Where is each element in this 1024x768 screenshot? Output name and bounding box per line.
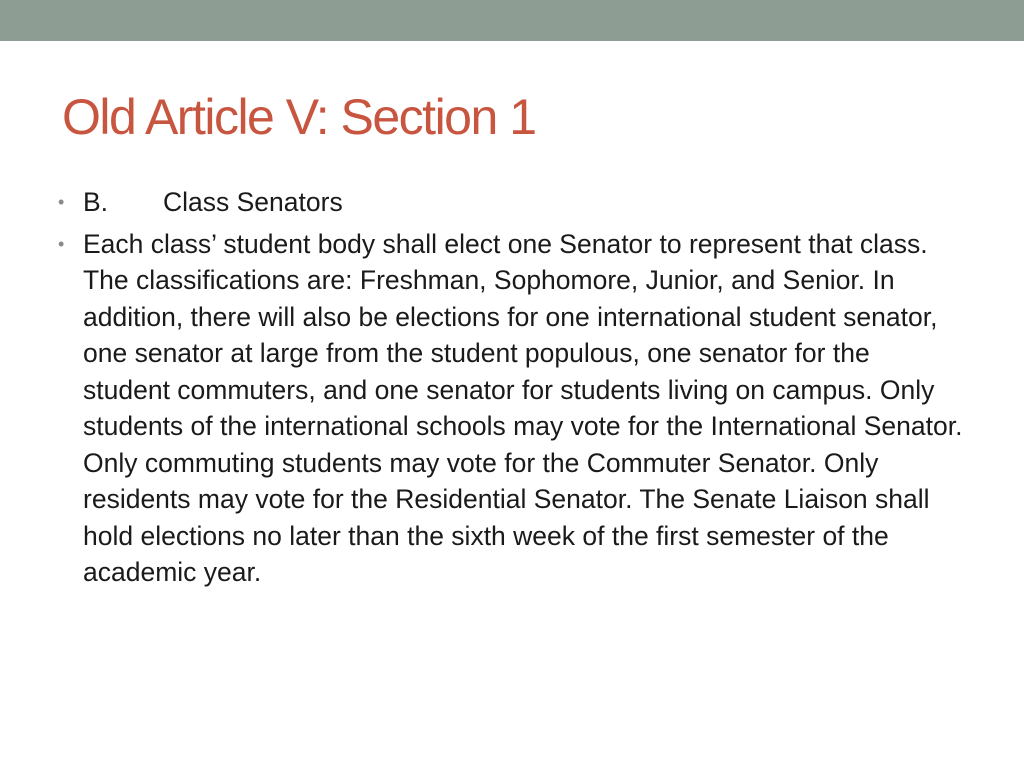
bullet-icon: •: [58, 192, 65, 212]
bullet-body-text: Each class’ student body shall elect one Senator to represent that class. The classifications are: Freshman, Sophomore, Junior, and Senior. In addition, there will also be elections for one international student senator, one senator at large from the student populous, one senator for the student commuters, and one senator for students living on campus. Only students of the international schools may vote for the International Senator. Only commuting students may vote for the Commuter Senator. Only residents may vote for the Residential Senator. The Senate Liaison shall hold elections no later than the sixth week of the first semester of the academic year.: [83, 228, 963, 587]
bullet-heading-text: Class Senators: [163, 187, 343, 217]
header-band: [0, 0, 1024, 41]
bullet-item-class-senators: [58, 184, 963, 221]
bullet-item-body: [58, 226, 963, 591]
section-letter: B.: [83, 187, 109, 217]
bullet-icon: •: [58, 233, 65, 254]
bullet-list: [58, 184, 963, 596]
slide-title: Old Article V: Section 1: [62, 89, 536, 145]
